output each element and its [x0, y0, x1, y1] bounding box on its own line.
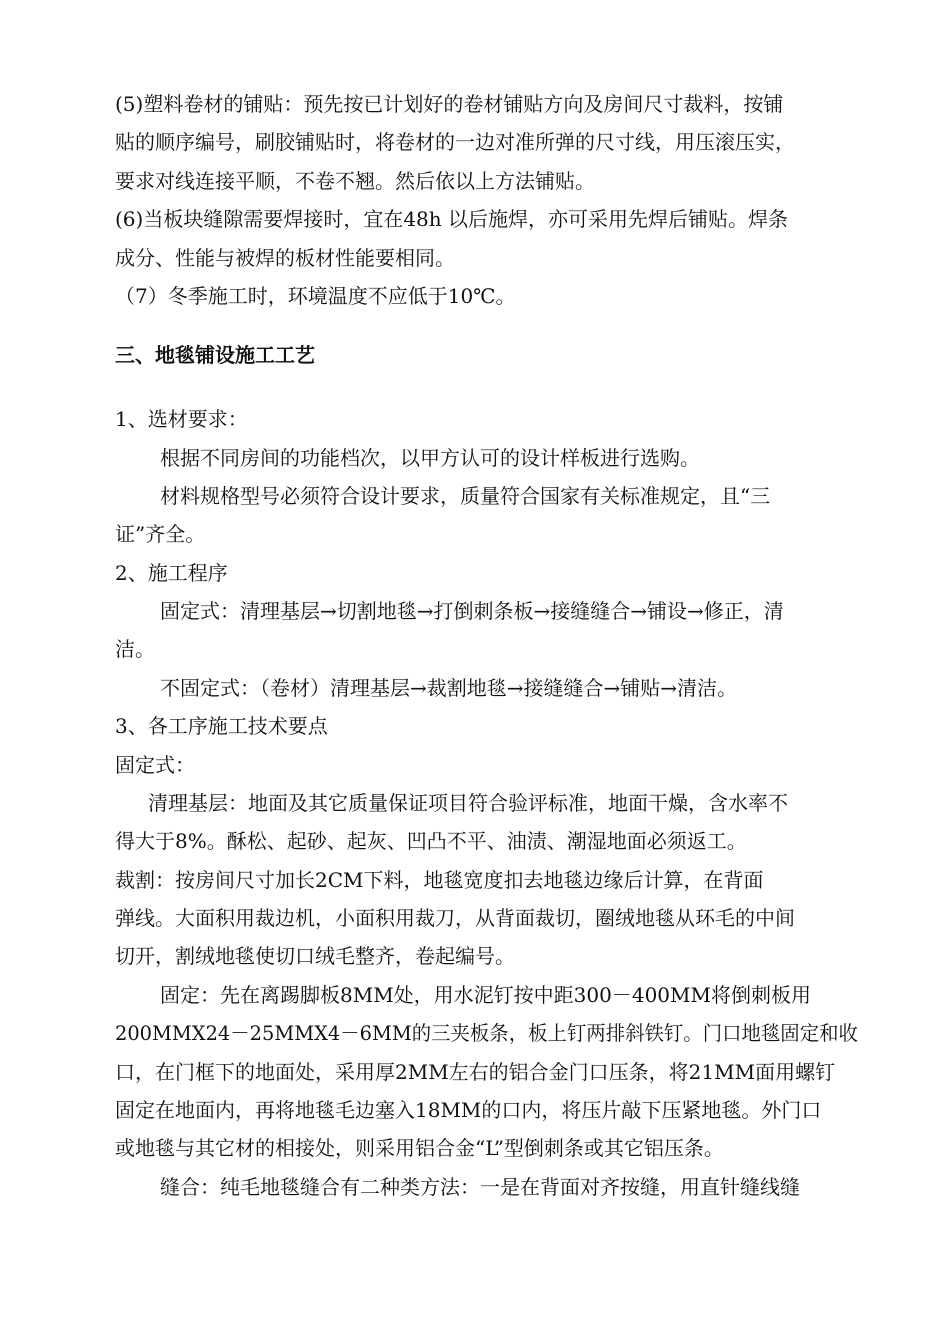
text-line: 贴的顺序编号，刷胶铺贴时，将卷材的一边对准所弹的尺寸线，用压滚压实， [115, 130, 795, 154]
paragraph-line: 200MMX24－25MMX4－6MM的三夹板条，板上钉两排斜铁钉。门口地毯固定和收 [115, 1021, 858, 1045]
text-line: 成分、性能与被焊的板材性能要相同。 [115, 246, 455, 270]
paragraph-line: 清理基层：地面及其它质量保证项目符合验评标准，地面干燥，含水率不 [148, 791, 788, 815]
paragraph-line: 固定式： [115, 753, 195, 777]
text-line: (6)当板块缝隙需要焊接时，宜在48h 以后施焊，亦可采用先焊后铺贴。焊条 [115, 207, 789, 231]
paragraph-line: 切开，割绒地毯使切口绒毛整齐，卷起编号。 [115, 944, 515, 968]
paragraph-line: 或地毯与其它材的相接处，则采用铝合金“L”型倒刺条或其它铝压条。 [115, 1136, 724, 1160]
paragraph-line: 洁。 [115, 637, 155, 661]
paragraph-line: 固定：先在离踢脚板8MM处，用水泥钉按中距300－400MM将倒刺板用 [160, 983, 811, 1007]
paragraph-line: 口，在门框下的地面处，采用厚2MM左右的铝合金门口压条，将21MM面用螺钉 [115, 1060, 836, 1084]
paragraph-line: 不固定式：（卷材）清理基层→裁割地毯→接缝缝合→铺贴→清洁。 [160, 676, 738, 700]
text-line: (5)塑料卷材的铺贴：预先按已计划好的卷材铺贴方向及房间尺寸裁料，按铺 [115, 92, 784, 116]
paragraph-line: 证”齐全。 [115, 522, 206, 546]
paragraph-line: 缝合：纯毛地毯缝合有二种类方法：一是在背面对齐按缝，用直针缝线缝 [160, 1175, 800, 1199]
paragraph-line: 固定式：清理基层→切割地毯→打倒刺条板→接缝缝合→铺设→修正，清 [160, 599, 784, 623]
paragraph-line: 材料规格型号必须符合设计要求，质量符合国家有关标准规定，且“三 [160, 484, 771, 508]
text-line: （7）冬季施工时，环境温度不应低于10℃。 [115, 284, 516, 308]
subheading: 2、施工程序 [115, 561, 228, 585]
paragraph-line: 得大于8%。酥松、起砂、起灰、凹凸不平、油渍、潮湿地面必须返工。 [115, 829, 747, 853]
paragraph-line: 裁割：按房间尺寸加长2CM下料，地毯宽度扣去地毯边缘后计算，在背面 [115, 868, 764, 892]
paragraph-line: 固定在地面内，再将地毯毛边塞入18MM的口内，将压片敲下压紧地毯。外门口 [115, 1098, 822, 1122]
section-heading: 三、地毯铺设施工工艺 [115, 343, 315, 367]
paragraph-line: 根据不同房间的功能档次，以甲方认可的设计样板进行选购。 [160, 446, 700, 470]
paragraph-line: 弹线。大面积用裁边机，小面积用裁刀，从背面裁切，圈绒地毯从环毛的中间 [115, 906, 795, 930]
subheading: 1、选材要求： [115, 407, 248, 431]
text-line: 要求对线连接平顺，不卷不翘。然后依以上方法铺贴。 [115, 169, 595, 193]
subheading: 3、各工序施工技术要点 [115, 714, 328, 738]
